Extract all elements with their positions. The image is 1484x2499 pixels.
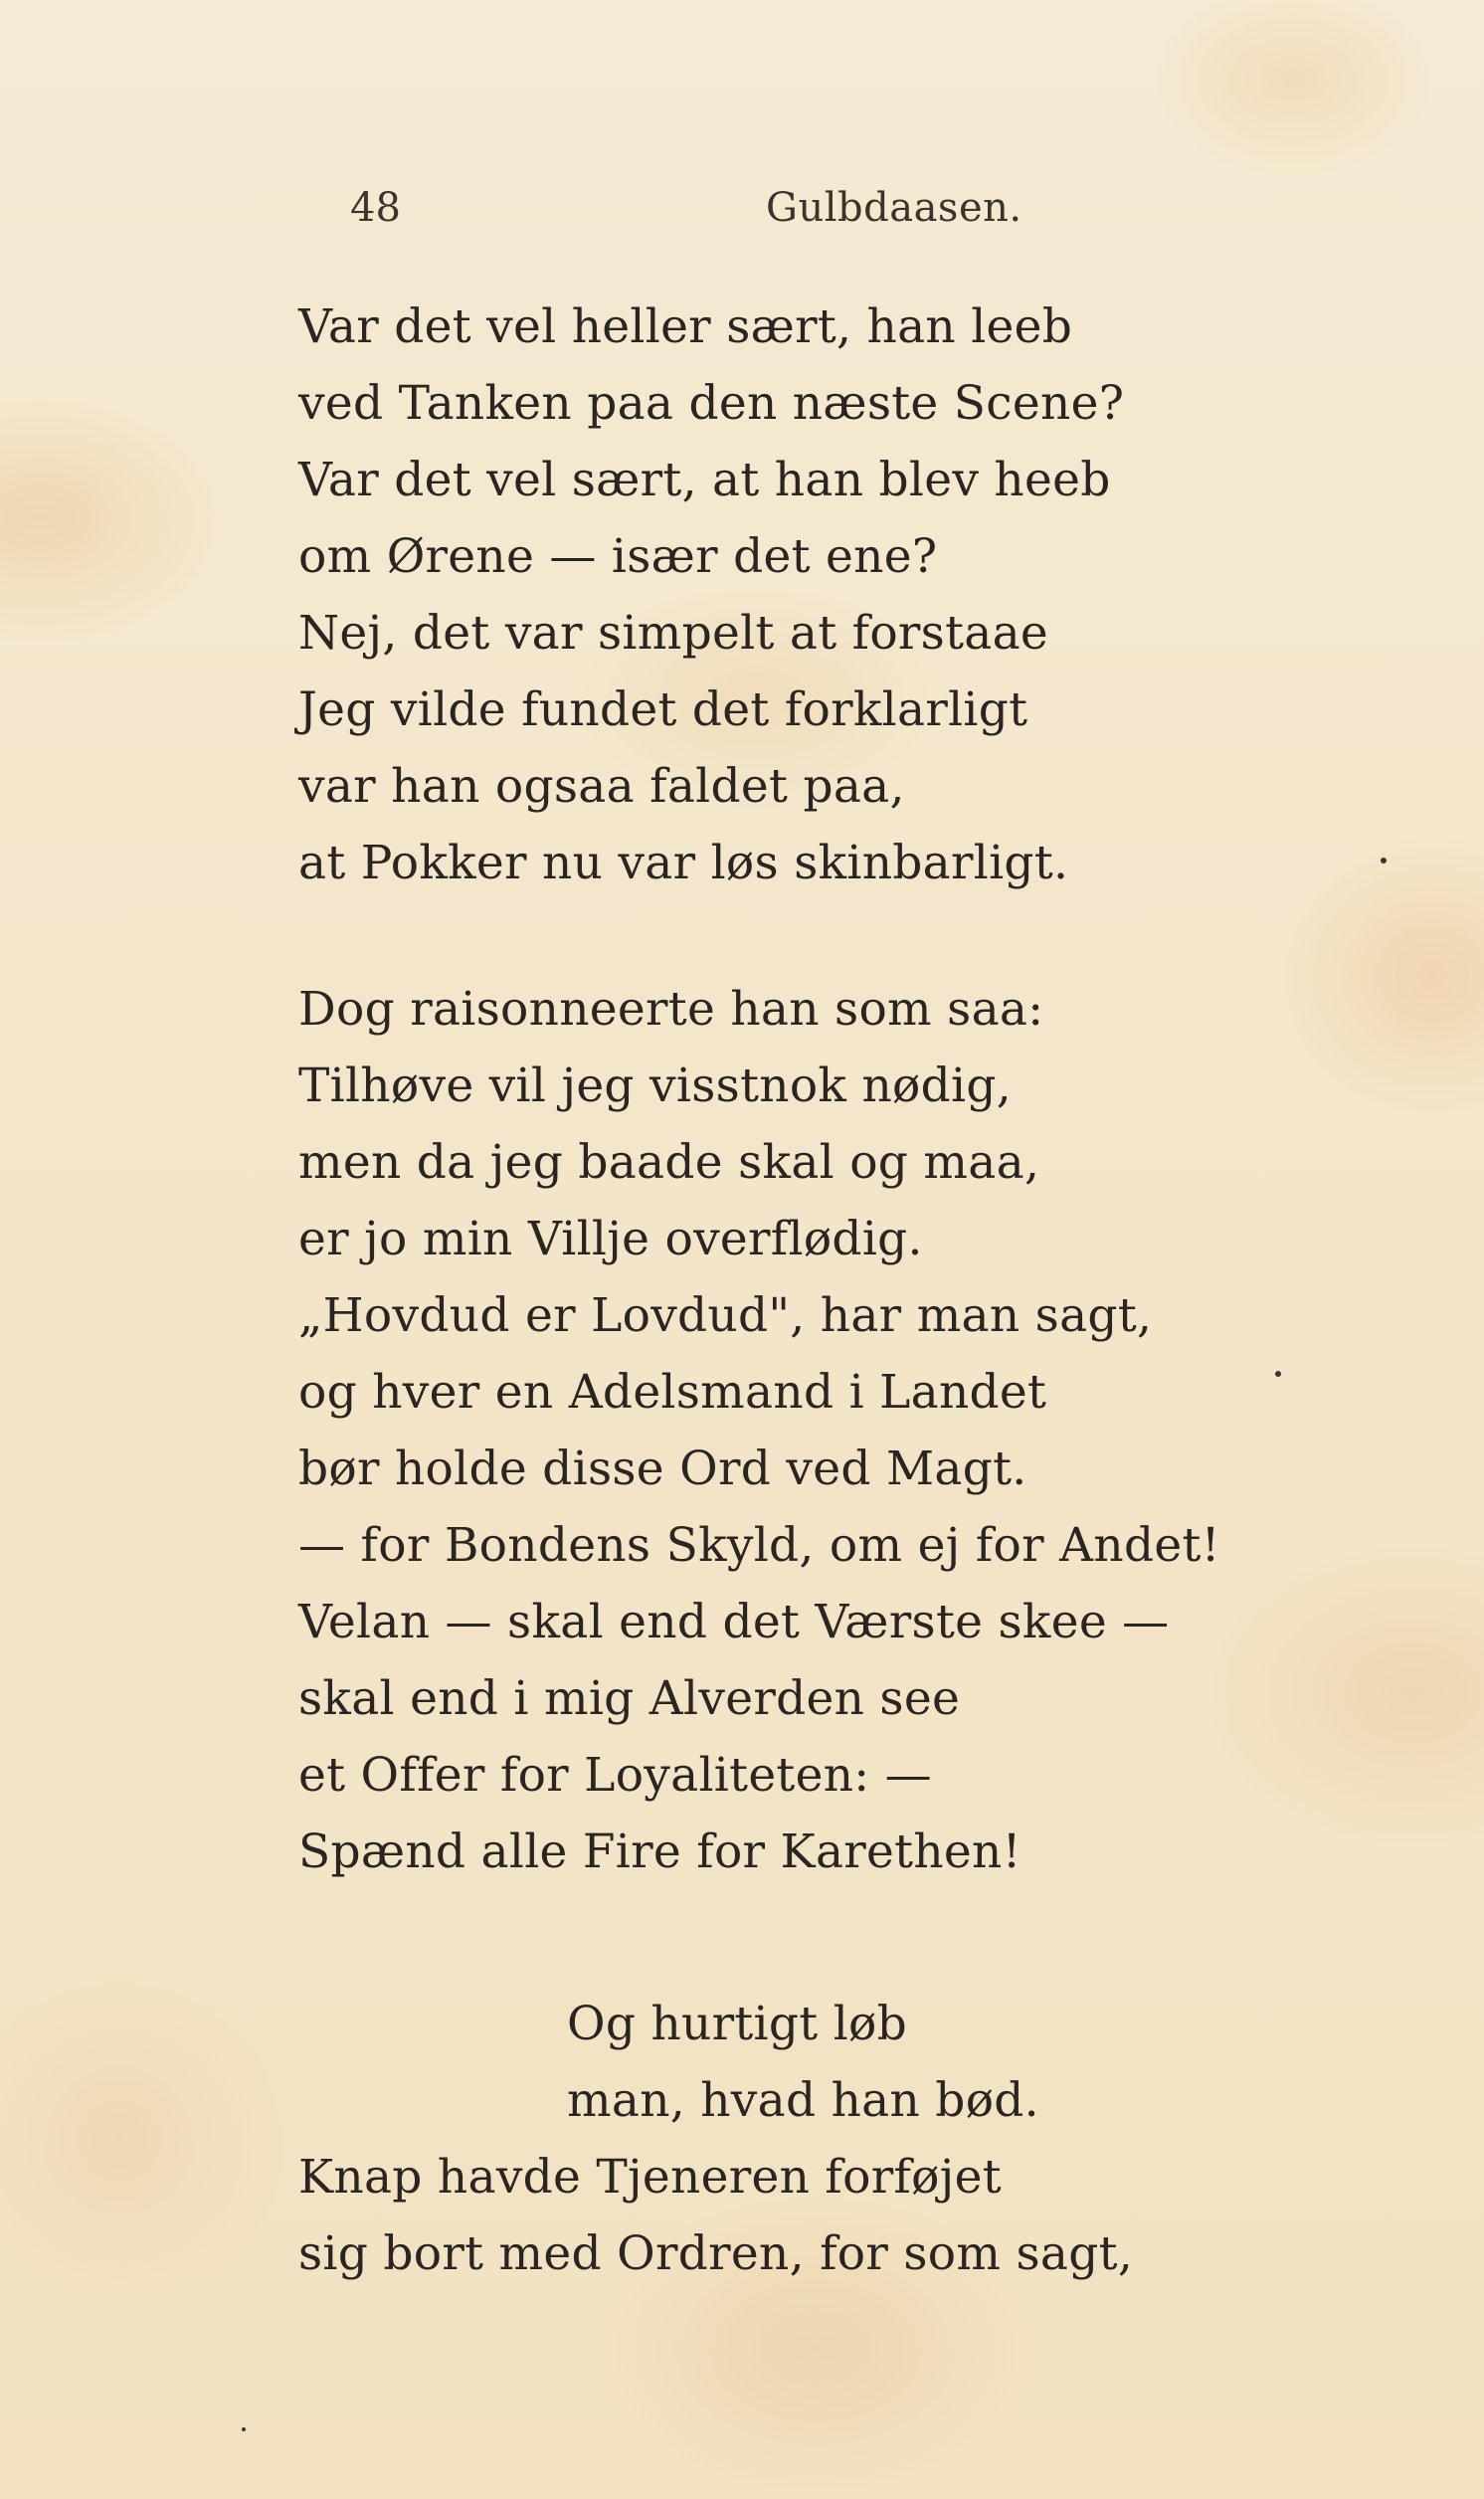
stanza-1 [298,288,1124,901]
ink-speck [242,2427,246,2431]
page-number: 48 [350,185,401,231]
verse-line: bør holde disse Ord ved Magt. [298,1442,1027,1496]
ink-speck [1381,858,1387,864]
verse-line: er jo min Villje overflødig. [298,1212,923,1266]
verse-line: og hver en Adelsmand i Landet [298,1365,1047,1420]
verse-line: at Pokker nu var løs skinbarligt. [298,836,1069,890]
verse-line: Dog raisonneerte han som saa: [298,982,1044,1037]
verse-line: Var det vel heller sært, han leeb [298,299,1073,354]
verse-line: men da jeg baade skal og maa, [298,1135,1040,1190]
verse-line: Spænd alle Fire for Karethen! [298,1825,1021,1879]
stanza-2 [298,971,1220,1890]
verse-line: Jeg vilde fundet det forklarligt [298,682,1028,737]
verse-line: var han ogsaa faldet paa, [298,759,905,814]
verse-line: Og hurtigt løb [567,1997,908,2051]
verse-line: ved Tanken paa den næste Scene? [298,376,1125,431]
running-title: Gulbdaasen. [766,185,1022,231]
verse-line: skal end i mig Alverden see [298,1671,961,1726]
verse-line: man, hvad han bød. [567,2073,1039,2128]
verse-line: om Ørene — især det ene? [298,529,938,584]
verse-line: — for Bondens Skyld, om ej for Andet! [298,1518,1220,1573]
verse-line: Velan — skal end det Værste skee — [298,1595,1170,1649]
ink-speck [1275,1371,1281,1377]
verse-line: et Offer for Loyaliteten: — [298,1748,932,1803]
verse-line: Tilhøve vil jeg visstnok nødig, [298,1058,1012,1113]
stanza-3 [298,1986,1133,2292]
verse-line: Nej, det var simpelt at forstaae [298,606,1049,661]
page-header [338,179,1034,239]
verse-line: Knap havde Tjeneren forføjet [298,2150,1002,2205]
verse-line: sig bort med Ordren, for som sagt, [298,2226,1134,2281]
verse-line: „Hovdud er Lovdud", har man sagt, [298,1288,1153,1343]
verse-line: Var det vel sært, at han blev heeb [298,453,1111,507]
